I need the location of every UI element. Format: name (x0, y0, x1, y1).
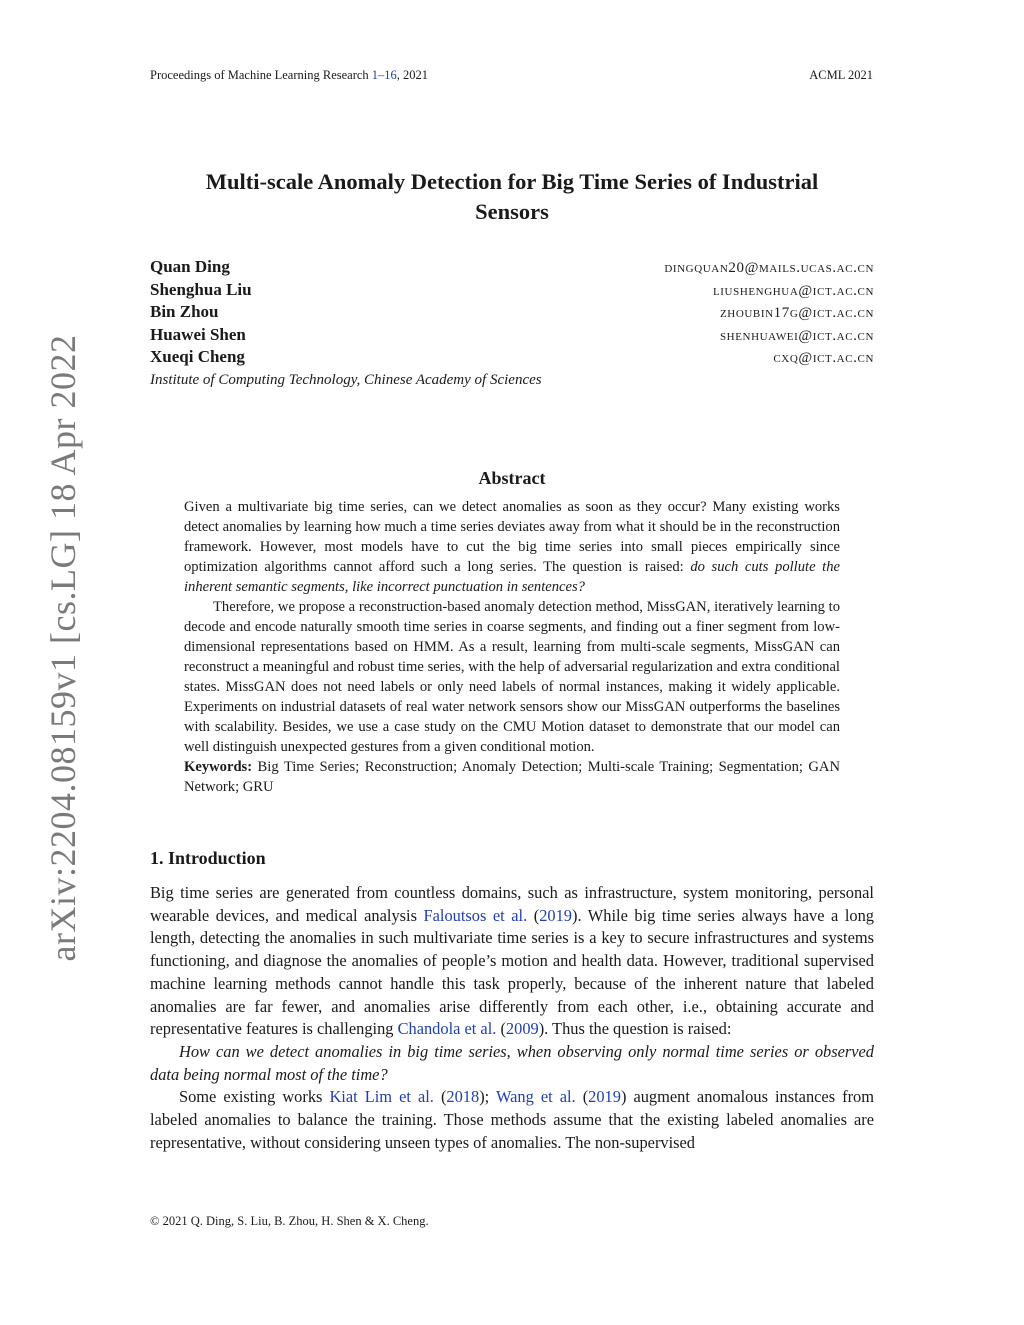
citation-link[interactable]: Kiat Lim et al. (329, 1087, 434, 1107)
paper-title (150, 167, 874, 227)
intro-text: ( (496, 1019, 506, 1039)
running-header-left (150, 68, 428, 83)
author-email: shenhuawei@ict.ac.cn (719, 327, 874, 344)
citation-link[interactable]: Wang et al. (495, 1087, 576, 1107)
header-year: , 2021 (396, 68, 429, 82)
keywords-list: Big Time Series; Reconstruction; Anomaly Detection; Multi-scale Training; Segmentation; GAN Network; GRU (184, 759, 840, 795)
abstract-paragraph-2: Therefore, we propose a reconstruction-based anomaly detection method, MissGAN, iteratively learning to decode and encode naturally smooth time series in coarse segments, and finding out a finer segment from low-dimensional representations based on HMM. As a result, learning from multi-scale segments, MissGAN can reconstruct a meaningful and robust time series, with the help of adversarial regularization and extra conditional states. MissGAN does not need labels or only need labels of normal instances, making it widely applicable. Experiments on industrial datasets of real water network sensors show our MissGAN outperforms the baselines with scalability. Besides, we use a case study on the CMU Motion dataset to demonstrate that our model can well distinguish unexpected gestures from a given conditional motion. (184, 599, 840, 755)
intro-text: ); (479, 1087, 496, 1107)
copyright-footer: © 2021 Q. Ding, S. Liu, B. Zhou, H. Shen & X. Cheng. (150, 1214, 429, 1228)
intro-text: ( (527, 905, 540, 925)
citation-year-link[interactable]: 2019 (588, 1087, 621, 1107)
intro-text: ). Thus the question is raised: (538, 1019, 732, 1039)
header-proceedings: Proceedings of Machine Learning Research (150, 68, 372, 82)
author-row (150, 347, 874, 370)
author-email: dingquan20@mails.ucas.ac.cn (664, 260, 874, 276)
abstract-paragraph-1 (184, 497, 840, 597)
running-header-right: ACML 2021 (809, 68, 873, 82)
intro-paragraph-2 (150, 1041, 874, 1086)
arxiv-identifier-stamp: arXiv:2204.08159v1 [cs.LG] 18 Apr 2022 (43, 334, 83, 962)
intro-paragraph-1 (150, 882, 874, 1041)
intro-text: ) augment anomalous instances from labeled anomalies to balance the training. Those methods assume that the existing labeled anomalies are representative, without considering unseen types of anomalies. The non-supervised (150, 1087, 874, 1152)
author-block (150, 257, 874, 389)
author-name: Xueqi Cheng (150, 347, 245, 367)
keywords-label: Keywords: (184, 759, 253, 775)
intro-paragraph-3 (150, 1086, 874, 1154)
author-name: Bin Zhou (150, 302, 219, 322)
abstract-body (184, 497, 840, 797)
author-name: Quan Ding (150, 257, 230, 276)
abstract-heading: Abstract (478, 468, 546, 488)
citation-link[interactable]: Faloutsos et al. (423, 905, 528, 925)
research-question: How can we detect anomalies in big time series, when observing only normal time series or observed data being normal most of the time? (150, 1041, 874, 1084)
intro-text: Some existing works (179, 1087, 330, 1107)
author-name: Shenghua Liu (150, 279, 252, 299)
keywords-line (184, 757, 840, 797)
author-name: Huawei Shen (150, 324, 246, 344)
citation-link[interactable]: Chandola et al. (397, 1019, 497, 1039)
paper-title-line-1: Multi-scale Anomaly Detection for Big Time Series of Industrial (205, 169, 819, 194)
intro-text: ( (433, 1087, 447, 1107)
citation-year-link[interactable]: 2018 (446, 1087, 480, 1107)
author-email: liushenghua@ict.ac.cn (712, 282, 874, 299)
author-row (150, 280, 874, 303)
intro-text: Big time series are generated from countless domains, such as infrastructure, system monitoring, personal wearable devices, and medical analysis (150, 883, 874, 925)
citation-year-link[interactable]: 2019 (539, 905, 572, 925)
author-email: cxq@ict.ac.cn (773, 350, 874, 367)
author-row (150, 257, 874, 280)
intro-text: ( (575, 1087, 589, 1107)
section-heading-introduction: 1. Introduction (150, 848, 266, 868)
abstract-p1-question: do such cuts pollute the inherent semantic segments, like incorrect punctuation in sentences? (184, 559, 840, 595)
header-pages-link[interactable]: 1–16 (371, 68, 397, 82)
abstract-p1-text: Given a multivariate big time series, can we detect anomalies as soon as they occur? Many existing works detect anomalies by learning how much a time series deviates away from what it should be in the reconstruction framework. However, most models have to cut the big time series into small pieces empirically since optimization algorithms cannot afford such a long series. The question is raised: (184, 499, 840, 575)
author-affiliation: Institute of Computing Technology, Chinese Academy of Sciences (150, 371, 542, 388)
author-row (150, 325, 874, 348)
intro-text: ). While big time series always have a long length, detecting the anomalies in such multivariate time series is a key to secure infrastructures and systems functioning, and diagnose the anomalies of people’s motion and health data. However, traditional supervised machine learning methods cannot handle this task properly, because of the inherent nature that labeled anomalies are far fewer, and anomalies arise differently from each other, i.e., obtaining accurate and representative features is challenging (150, 905, 874, 1039)
author-email: zhoubin17g@ict.ac.cn (719, 305, 874, 322)
author-row (150, 302, 874, 325)
introduction-body (150, 882, 874, 1154)
paper-title-line-2: Sensors (475, 199, 549, 224)
citation-year-link[interactable]: 2009 (505, 1019, 539, 1039)
